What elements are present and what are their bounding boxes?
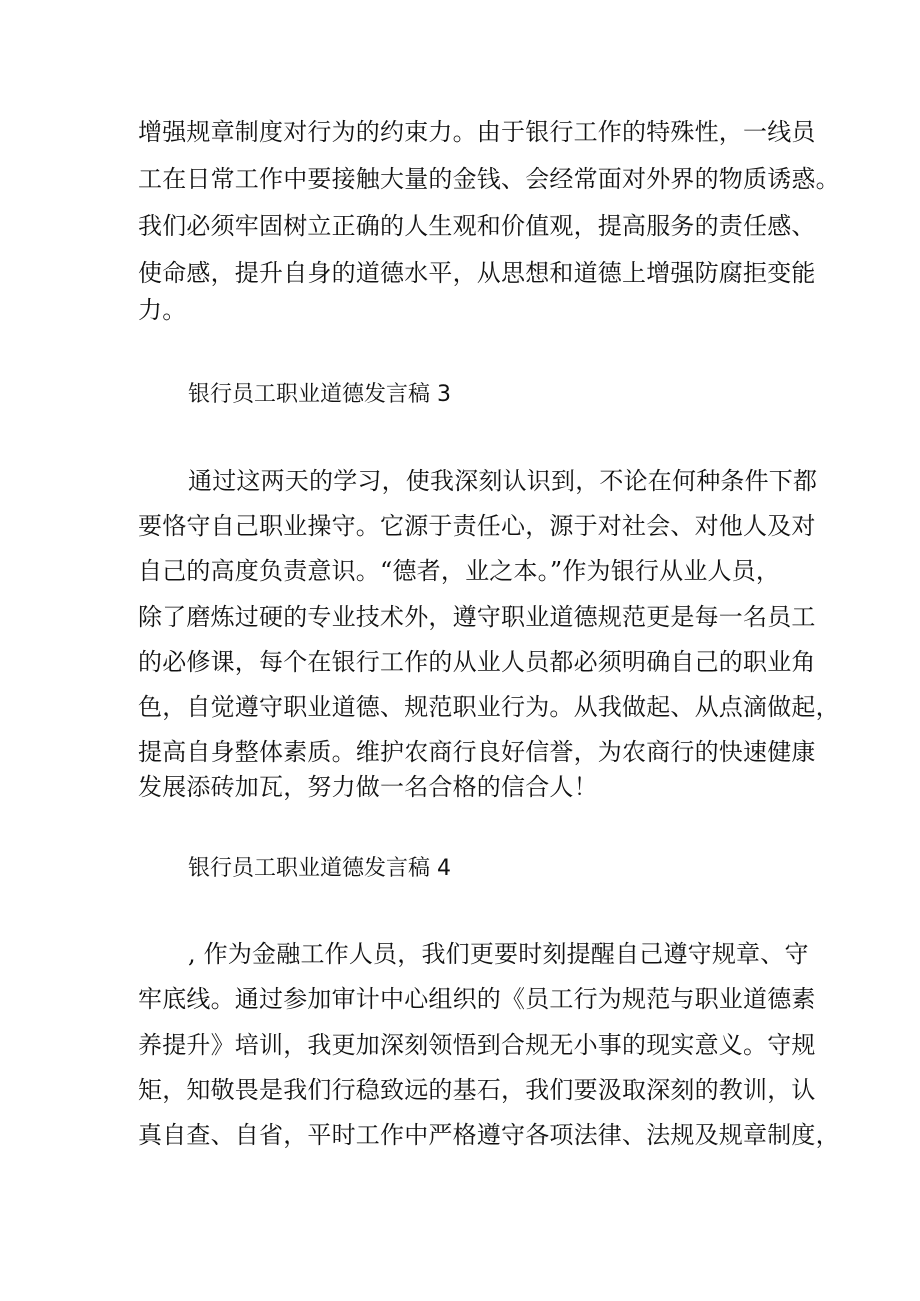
- section-3-line-4: 除了磨炼过硬的专业技术外，遵守职业道德规范更是每一名员工: [138, 603, 816, 631]
- section-3-line-5: 的必修课，每个在银行工作的从业人员都必须明确自己的职业角: [138, 648, 816, 676]
- section-3-line-6: 色，自觉遵守职业道德、规范职业行为。从我做起、从点滴做起，: [138, 693, 840, 721]
- paragraph-1-line-1: 增强规章制度对行为的约束力。由于银行工作的特殊性，一线员: [138, 118, 816, 146]
- paragraph-1-line-5: 力。: [138, 296, 187, 324]
- section-3-heading: 银行员工职业道德发言稿 3: [188, 382, 451, 407]
- section-3-line-1: 通过这两天的学习，使我深刻认识到，不论在何种条件下都: [188, 467, 818, 495]
- section-3-line-2: 要恪守自己职业操守。它源于责任心，源于对社会、对他人及对: [138, 512, 816, 540]
- section-4-line-2: 牢底线。通过参加审计中心组织的《员工行为规范与职业道德素: [138, 985, 816, 1013]
- section-3-line-7: 提高自身整体素质。维护农商行良好信誉，为农商行的快速健康: [138, 738, 816, 766]
- section-3-line-3: 自己的高度负责意识。“德者，业之本。”作为银行从业人员，: [138, 557, 781, 585]
- section-4-line-3: 养提升》培训，我更加深刻领悟到合规无小事的现实意义。守规: [138, 1031, 816, 1059]
- section-4-line-1: , 作为金融工作人员，我们更要时刻提醒自己遵守规章、守: [188, 940, 809, 968]
- paragraph-1-line-2: 工在日常工作中要接触大量的金钱、会经常面对外界的物质诱惑。: [138, 165, 840, 193]
- paragraph-1-line-3: 我们必须牢固树立正确的人生观和价值观，提高服务的责任感、: [138, 212, 816, 240]
- section-4-line-5: 真自查、自省，平时工作中严格遵守各项法律、法规及规章制度，: [138, 1121, 840, 1149]
- paragraph-1-line-4: 使命感，提升自身的道德水平，从思想和道德上增强防腐拒变能: [138, 259, 816, 287]
- section-4-heading: 银行员工职业道德发言稿 4: [188, 856, 451, 881]
- section-4-line-4: 矩，知敬畏是我们行稳致远的基石，我们要汲取深刻的教训，认: [138, 1076, 816, 1104]
- section-3-line-8: 发展添砖加瓦，努力做一名合格的信合人！: [138, 773, 598, 801]
